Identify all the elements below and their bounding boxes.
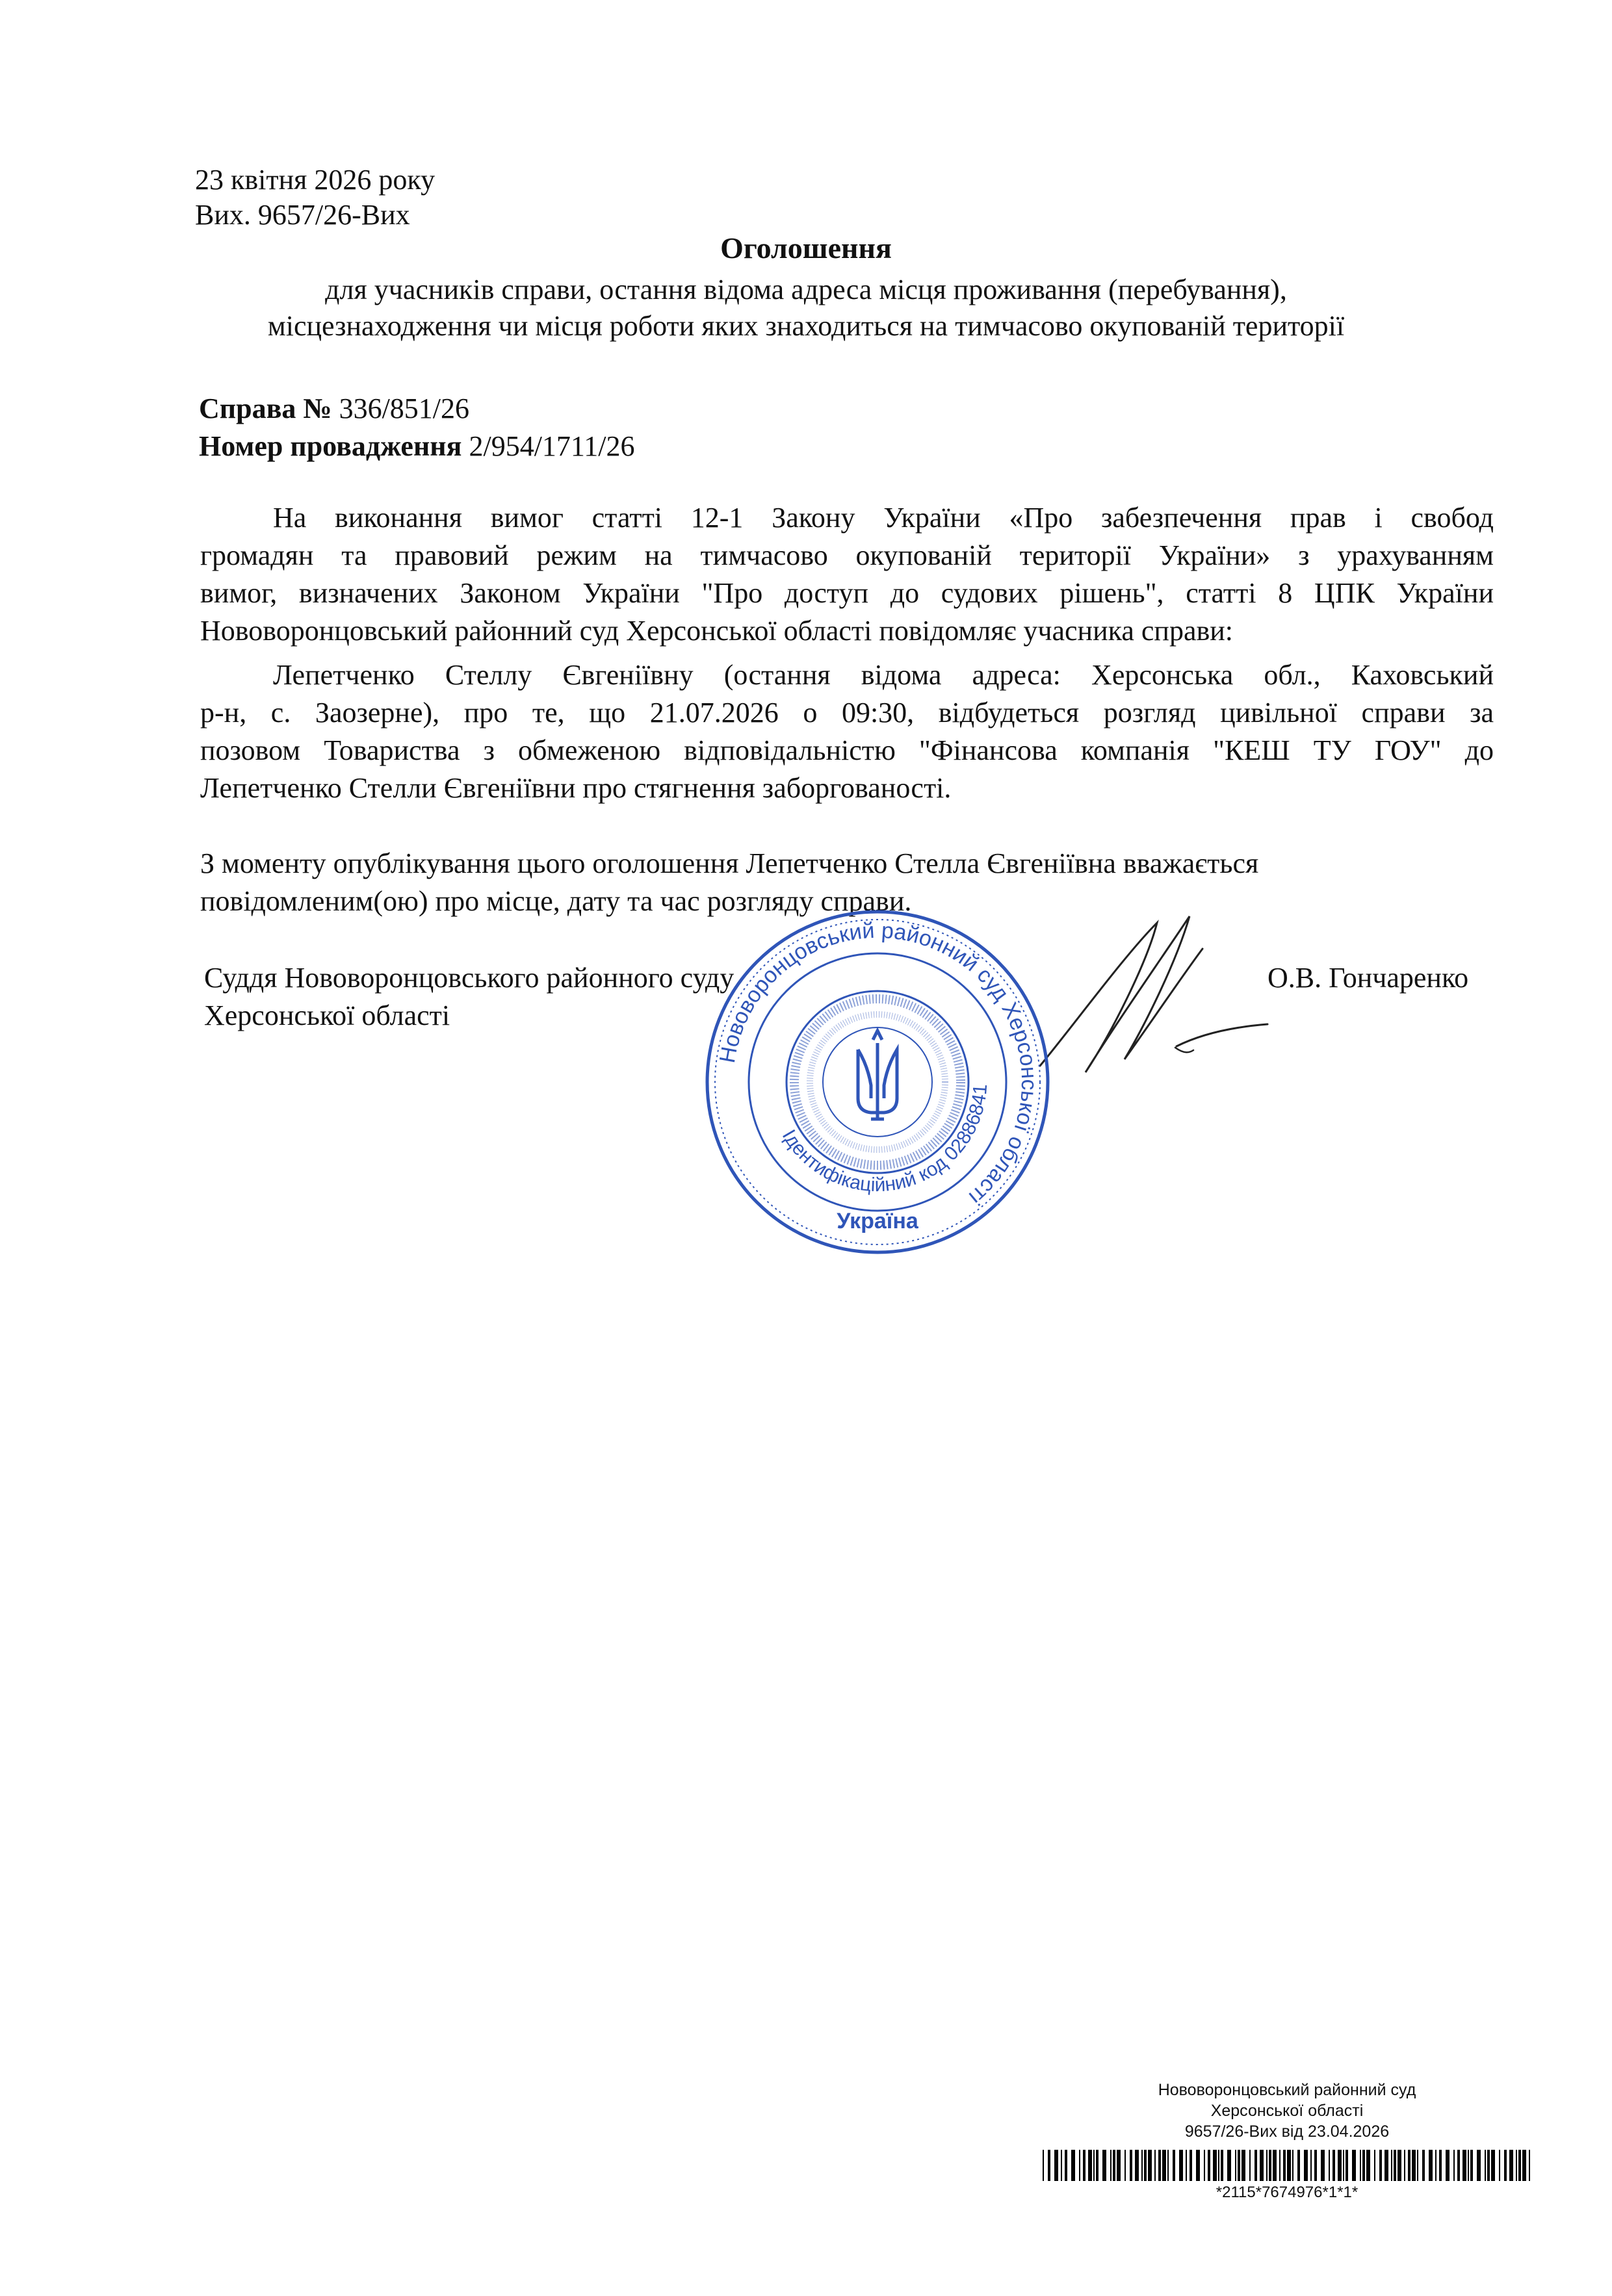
barcode-bar [1468, 2150, 1469, 2181]
registration-line-3: 9657/26-Вих від 23.04.2026 [1184, 2122, 1390, 2141]
outgoing-number: Вих. 9657/26-Вих [195, 199, 410, 231]
barcode-bar [1487, 2150, 1490, 2181]
subtitle-line-1: для учасників справи, остання відома адреса місця проживання (перебування), [325, 274, 1287, 305]
barcode-bar [1079, 2150, 1080, 2181]
barcode-bar [1287, 2150, 1291, 2181]
barcode-bar [1148, 2150, 1152, 2181]
barcode-bar [1477, 2150, 1481, 2181]
barcode-bar [1093, 2150, 1095, 2181]
barcode-bar [1332, 2150, 1335, 2181]
barcode-bar [1204, 2150, 1205, 2181]
barcode-bar [1398, 2150, 1401, 2181]
barcode-bar [1266, 2150, 1268, 2181]
barcode-bar [1422, 2150, 1425, 2181]
barcode-bar [1366, 2150, 1370, 2181]
barcode-bar [1453, 2150, 1455, 2181]
proceeding-label: Номер провадження [199, 430, 462, 462]
barcode-bar [1384, 2150, 1388, 2181]
barcode-bar [1088, 2150, 1092, 2181]
barcode-bar [1429, 2150, 1433, 2181]
barcode-bar [1238, 2150, 1240, 2181]
barcode-bar [1279, 2150, 1280, 2181]
registration-line-2: Херсонської області [1210, 2102, 1364, 2120]
barcode-bar [1470, 2150, 1473, 2181]
barcode-bar [1360, 2150, 1361, 2181]
barcode-bar [1208, 2150, 1210, 2181]
barcode-bar [1404, 2150, 1405, 2181]
judge-position-line-1: Суддя Нововоронцовського районного суду [204, 962, 734, 994]
barcode-bar [1260, 2150, 1264, 2181]
barcode-bar [1518, 2150, 1521, 2181]
barcode-bar [1227, 2150, 1231, 2181]
document-date: 23 квітня 2026 року [195, 164, 436, 196]
barcode-bar [1117, 2150, 1121, 2181]
barcode-bar [1254, 2150, 1257, 2181]
barcode-bar [1054, 2150, 1058, 2181]
case-number: 336/851/26 [339, 393, 470, 424]
barcode-bar [1310, 2150, 1312, 2181]
barcode-bar [1213, 2150, 1217, 2181]
barcode-bar [1113, 2150, 1115, 2181]
barcode-bar [1509, 2150, 1513, 2181]
paragraph-1-line-1: На виконання вимог статті 12-1 Закону України «Про забезпечення прав і свобод [273, 502, 1494, 534]
court-stamp [699, 903, 1056, 1261]
barcode-bar [1167, 2150, 1169, 2181]
registration-block [1040, 2080, 1534, 2142]
barcode-bar [1343, 2150, 1344, 2181]
paragraph-3-line-1: З моменту опублікування цього оголошення Лепетченко Стелла Євгеніївна вважається [200, 847, 1259, 879]
judge-name: О.В. Гончаренко [1268, 962, 1469, 994]
barcode-bar [1102, 2150, 1106, 2181]
barcode-bar [1048, 2150, 1050, 2181]
barcode-bar [1190, 2150, 1192, 2181]
barcode-bar [1529, 2150, 1530, 2181]
barcode-bar [1491, 2150, 1495, 2181]
barcode-bar [1154, 2150, 1156, 2181]
barcode-bar [1269, 2150, 1271, 2181]
barcode-bar [1297, 2150, 1300, 2181]
barcode-bar [1435, 2150, 1436, 2181]
barcode-bar [1144, 2150, 1147, 2181]
barcode-bar [1110, 2150, 1112, 2181]
stamp-country: Україна [837, 1209, 918, 1233]
paragraph-1-line-3: вимог, визначених Законом України "Про доступ до судових рішень", статті 8 ЦПК України [200, 577, 1494, 609]
barcode-bar [1061, 2150, 1062, 2181]
paragraph-1-line-4: Нововоронцовський районний суд Херсонської області повідомляє учасника справи: [200, 615, 1234, 647]
barcode-bar [1249, 2150, 1251, 2181]
barcode-bar [1273, 2150, 1277, 2181]
barcode-bar [1043, 2150, 1044, 2181]
barcode-bar [1135, 2150, 1139, 2181]
subtitle-line-2: місцезнаходження чи місця роботи яких знаходиться на тимчасово окупованій території [267, 310, 1345, 342]
barcode-bar [1462, 2150, 1466, 2181]
barcode-bar [1408, 2150, 1410, 2181]
proceeding-number-line [199, 428, 635, 465]
proceeding-number: 2/954/1711/26 [469, 430, 635, 462]
barcode-bar [1329, 2150, 1330, 2181]
barcode-bar [1162, 2150, 1166, 2181]
barcode-bar [1338, 2150, 1342, 2181]
barcode-bar [1321, 2150, 1325, 2181]
case-label: Справа № [199, 393, 332, 424]
barcode-bar [1379, 2150, 1382, 2181]
barcode-bar [1096, 2150, 1098, 2181]
barcode-bar [1218, 2150, 1219, 2181]
barcode-bar [1352, 2150, 1356, 2181]
barcode-bar [1314, 2150, 1317, 2181]
registration-line-1: Нововоронцовський районний суд [1158, 2081, 1416, 2099]
barcode-bar [1417, 2150, 1418, 2181]
paragraph-2-line-4: Лепетченко Стелли Євгеніївни про стягнення заборгованості. [200, 772, 952, 804]
barcode-bar [1130, 2150, 1132, 2181]
barcode-bar [1173, 2150, 1175, 2181]
barcode-bar [1235, 2150, 1236, 2181]
barcode-bar [1394, 2150, 1396, 2181]
barcode-bar [1391, 2150, 1392, 2181]
barcode-bar [1457, 2150, 1460, 2181]
barcode [1040, 2150, 1534, 2181]
barcode-bar [1124, 2150, 1126, 2181]
barcode-bar [1242, 2150, 1245, 2181]
barcode-bar [1439, 2150, 1442, 2181]
barcode-bar [1485, 2150, 1486, 2181]
judge-position-line-2: Херсонської області [204, 1000, 450, 1031]
barcode-bar [1065, 2150, 1067, 2181]
barcode-bar [1362, 2150, 1365, 2181]
barcode-number: *2115*7674976*1*1* [1216, 2184, 1358, 2201]
barcode-bar [1179, 2150, 1183, 2181]
barcode-bar [1196, 2150, 1200, 2181]
trident-icon [858, 1031, 897, 1119]
barcode-bar [1346, 2150, 1348, 2181]
barcode-bar [1522, 2150, 1526, 2181]
barcode-bar [1504, 2150, 1507, 2181]
barcode-bar [1412, 2150, 1416, 2181]
barcode-bar [1304, 2150, 1308, 2181]
document-title: Оголошення [720, 231, 892, 264]
barcode-bar [1221, 2150, 1223, 2181]
barcode-bar [1083, 2150, 1086, 2181]
paragraph-2-line-2: р-н, с. Заозерне), про те, що 21.07.2026 о 09:30, відбудеться розгляд цивільної справи за [200, 697, 1494, 729]
barcode-bar [1446, 2150, 1450, 2181]
barcode-bar [1158, 2150, 1161, 2181]
barcode-bar [1292, 2150, 1294, 2181]
barcode-bar [1283, 2150, 1286, 2181]
paragraph-3-line-2: повідомленим(ою) про місце, дату та час розгляду справи. [200, 885, 912, 917]
barcode-bar [1071, 2150, 1075, 2181]
paragraph-2-line-3: позовом Товариства з обмеженою відповідальністю "Фінансова компанія "КЕШ ТУ ГОУ" до [200, 734, 1494, 766]
barcode-bar [1141, 2150, 1143, 2181]
stamp-inner-text: Ідентифікаційний код 02886841 [777, 1083, 992, 1196]
paragraph-2-line-1: Лепетченко Стеллу Євгеніївну (остання відома адреса: Херсонська обл., Каховський [273, 659, 1494, 691]
barcode-bar [1516, 2150, 1517, 2181]
stamp-outer-text: Нововоронцовський районний суд Херсонської області [714, 918, 1042, 1210]
barcode-bar [1499, 2150, 1500, 2181]
case-number-line [199, 390, 469, 428]
barcode-bar [1374, 2150, 1375, 2181]
paragraph-1-line-2: громадян та правовий режим на тимчасово окупованій території України» з урахуванням [200, 539, 1494, 571]
barcode-bar [1186, 2150, 1187, 2181]
